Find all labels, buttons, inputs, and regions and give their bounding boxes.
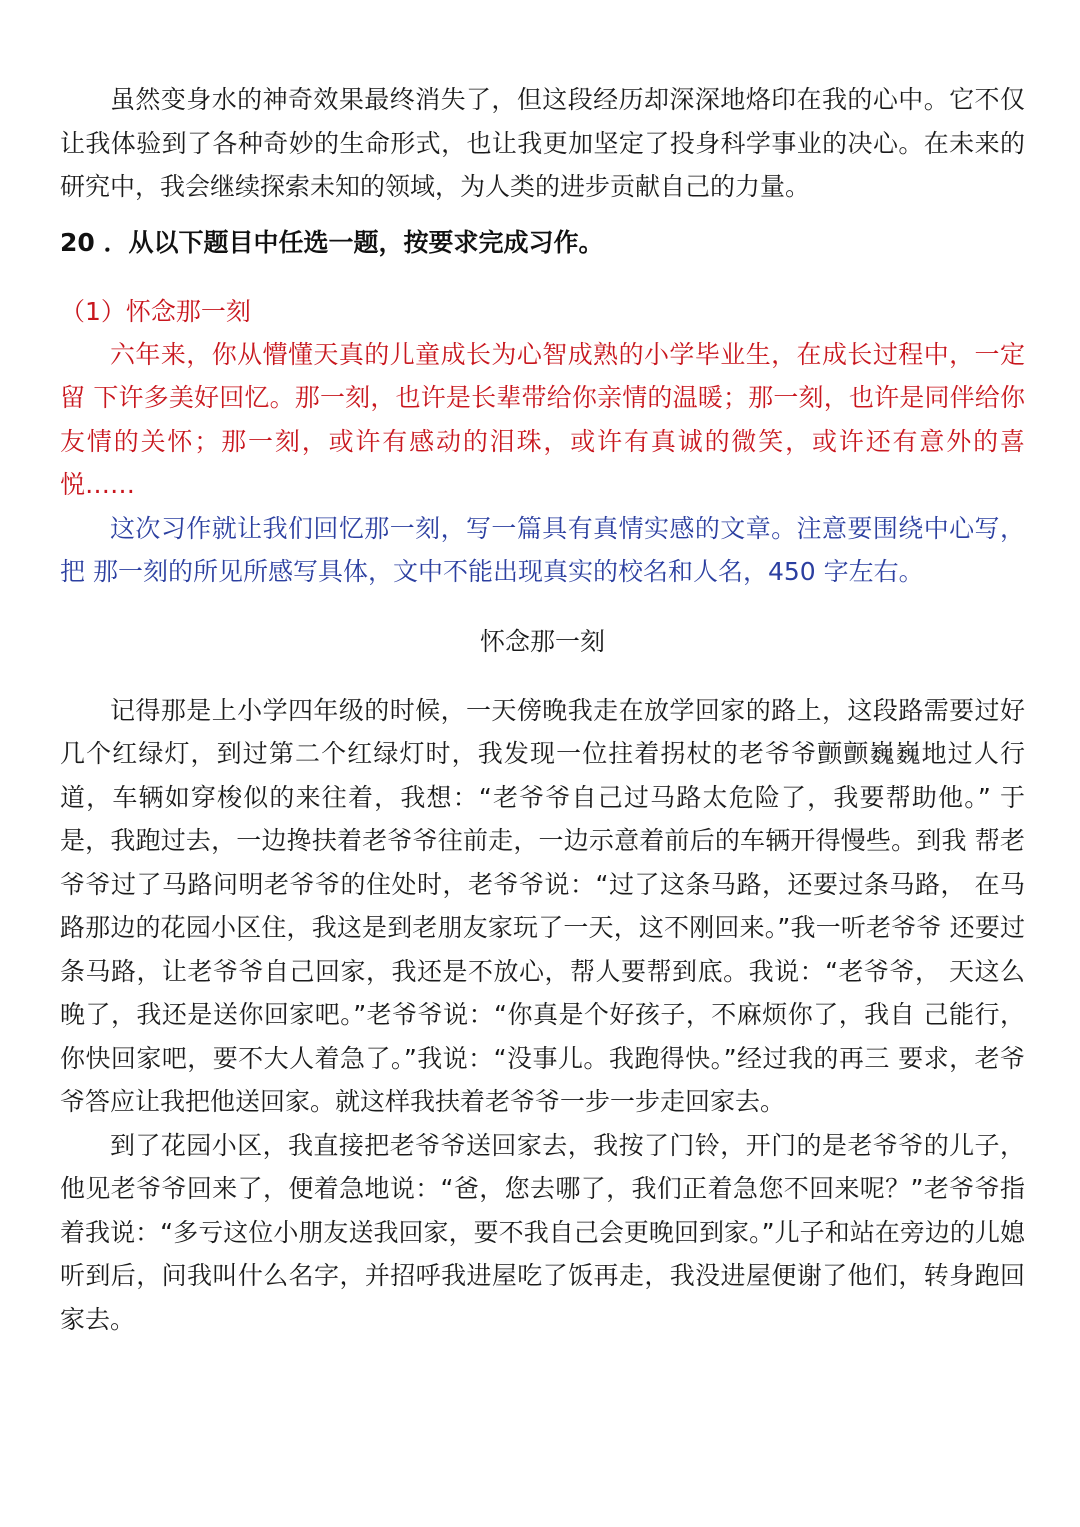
essay-title: 怀念那一刻 bbox=[479, 626, 605, 656]
topic-prompt: 六年来，你从懵懂天真的儿童成长为心智成熟的小学毕业生，在成长过程中，一定留 下许多美好回忆。那一刻，也许是长辈带给你亲情的温暖；那一刻，也许是同伴给你 友情的关怀；那一刻，或许有感动的泪珠，或许有真诚的微笑，或许还有意外的喜悦…… bbox=[60, 339, 1025, 499]
essay-paragraph-2: 到了花园小区，我直接把老爷爷送回家去，我按了门铃，开门的是老爷爷的儿子，他见老爷爷回来了，便着急地说：“爸，您去哪了，我们正着急您不回来呢？”老爷爷指着我说：“多亏这位小朋友送我回家，要不我自己会更晚回到家。”儿子和站在旁边的儿媳听到后，问我叫什么名字，并招呼我进屋吃了饭再走，我没进屋便谢了他们，转身跑回家去。 bbox=[60, 1130, 1025, 1334]
intro-paragraph: 虽然变身水的神奇效果最终消失了，但这段经历却深深地烙印在我的心中。它不仅让我体验到了各种奇妙的生命形式，也让我更加坚定了投身科学事业的决心。在未来的研究中，我会继续探索未知的领域，为人类的进步贡献自己的力量。 bbox=[60, 85, 1025, 201]
document-page bbox=[60, 78, 1025, 1341]
essay-paragraph-1: 记得那是上小学四年级的时候，一天傍晚我走在放学回家的路上，这段路需要过好几个红绿灯，到过第二个红绿灯时，我发现一位拄着拐杖的老爷爷颤颤巍巍地过人行道，车辆如穿梭似的来往着，我想：“老爷爷自己过马路太危险了，我要帮助他。” 于是，我跑过去，一边搀扶着老爷爷往前走，一边示意着前后的车辆开得慢些。到我 帮老爷爷过了马路问明老爷爷的住处时，老爷爷说：“过了这条马路，还要过条马路， 在马路那边的花园小区住，我这是到老朋友家玩了一天，这不刚回来。”我一听老爷爷 还要过条马路，让老爷爷自己回家，我还是不放心，帮人要帮到底。我说：“老爷爷， 天这么晚了，我还是送你回家吧。”老爷爷说：“你真是个好孩子，不麻烦你了，我自 己能行，你快回家吧，要不大人着急了。”我说：“没事儿。我跑得快。”经过我的再三 要求，老爷爷答应让我把他送回家。就这样我扶着老爷爷一步一步走回家去。 bbox=[60, 695, 1025, 1116]
question-heading: 20 ．从以下题目中任选一题，按要求完成习作。 bbox=[60, 227, 604, 257]
topic-requirement: 这次习作就让我们回忆那一刻，写一篇具有真情实感的文章。注意要围绕中心写，把 那一刻的所见所感写具体，文中不能出现真实的校名和人名，450 字左右。 bbox=[60, 513, 1025, 586]
topic-heading: （1）怀念那一刻 bbox=[60, 296, 251, 326]
